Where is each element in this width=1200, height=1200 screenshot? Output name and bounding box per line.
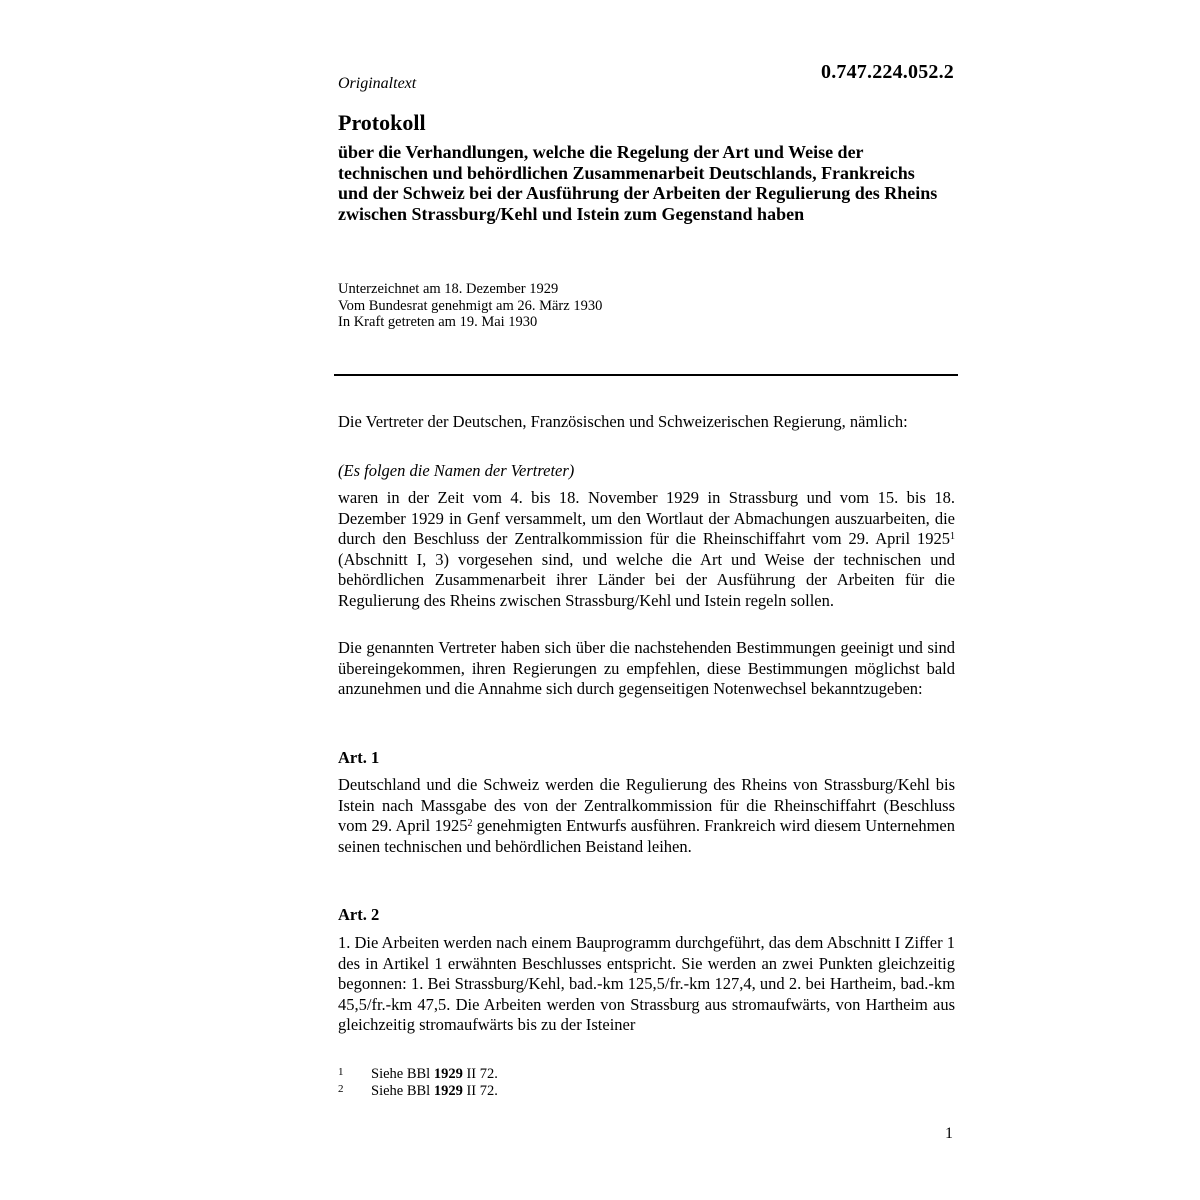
footnote-1-number: 1: [338, 1066, 344, 1078]
article-1-text-b: genehmigten Entwurfs ausführen. Frankreich wird diesem Unternehmen seinen technischen und behördlichen Beistand leihen.: [338, 816, 955, 856]
footnote-ref-1[interactable]: 1: [950, 531, 955, 542]
document-title: Protokoll: [338, 110, 426, 135]
footnote-1-year: 1929: [433, 1066, 463, 1082]
footnote-ref-2[interactable]: 2: [467, 818, 473, 829]
footnote-1-ref: II 72.: [462, 1066, 498, 1082]
header-divider: [334, 374, 958, 376]
preamble-paragraph-3-text-a: waren in der Zeit vom 4. bis 18. November 1929 in Strassburg und vom 15. bis 18. Dezember 1929 in Genf versammelt, um den Wortlaut der Abmachungen auszuarbeiten, die durch den Beschluss der Zentralkommission für die Rheinschiffahrt vom 29. April 1925: [338, 488, 955, 548]
preamble-representatives-note: (Es folgen die Namen der Vertreter): [338, 461, 575, 480]
footnote-2-year: 1929: [433, 1083, 463, 1099]
article-2-heading: Art. 2: [338, 905, 380, 924]
preamble-paragraph-3-text-b: (Abschnitt I, 3) vorgesehen sind, und welche die Art und Weise der technischen und behördlichen Zusammenarbeit ihrer Länder bei der Ausführung der Arbeiten für die Regulierung des Rheins zwischen Strassburg/Kehl und Istein regeln sollen.: [338, 549, 955, 610]
signed-date: Unterzeichnet am 18. Dezember 1929: [338, 281, 559, 297]
preamble-paragraph-4: Die genannten Vertreter haben sich über die nachstehenden Bestimmungen geeinigt und sind übereingekommen, ihren Regierungen zu empfehlen, diese Bestimmungen möglichst bald anzunehmen und die Annahme sich durch gegenseitigen Notenwechsel bekanntzugeben:: [338, 638, 955, 698]
signature-metadata: [338, 281, 602, 331]
footnote-1-text: Siehe BBl: [371, 1066, 434, 1082]
article-1-text-a: Deutschland und die Schweiz werden die Regulierung des Rheins von Strassburg/Kehl bis Istein nach Massgabe des von der Zentralkommission für die Rheinschiffahrt (Beschluss vom 29. April 1925: [338, 775, 955, 835]
in-force-date: In Kraft getreten am 19. Mai 1930: [338, 314, 538, 330]
article-1-heading: Art. 1: [338, 748, 380, 767]
preamble-paragraph-3: [338, 488, 955, 611]
original-text-label: Originaltext: [338, 75, 417, 92]
footnote-2: [338, 1081, 498, 1100]
sr-number: 0.747.224.052.2: [821, 61, 954, 83]
footnote-2-text: Siehe BBl: [371, 1083, 434, 1099]
page-number: 1: [945, 1125, 953, 1142]
document-subtitle: über die Verhandlungen, welche die Regelung der Art und Weise der technischen und behördlichen Zusammenarbeit Deutschlands, Frankreichs und der Schweiz bei der Ausführung der Arbeiten der Regulierung des Rheins zwischen Strassburg/Kehl und Istein zum Gegenstand haben: [338, 142, 938, 224]
approved-date: Vom Bundesrat genehmigt am 26. März 1930: [338, 297, 603, 314]
article-2-text: 1. Die Arbeiten werden nach einem Bauprogramm durchgeführt, das dem Abschnitt I Ziffer 1 des in Artikel 1 erwähnten Beschlusses entspricht. Sie werden an zwei Punkten gleichzeitig begonnen: 1. Bei Strassburg/Kehl, bad.-km 125,5/fr.-km 127,4, und 2. bei Hartheim, bad.-km 45,5/fr.-km 47,5. Die Arbeiten werden von Strassburg aus stromaufwärts, von Hartheim aus gleichzeitig stromaufwärts bis zu der Isteiner: [338, 933, 955, 1034]
footnote-2-number: 2: [338, 1083, 344, 1095]
preamble-paragraph-1: Die Vertreter der Deutschen, Französischen und Schweizerischen Regierung, nämlich:: [338, 412, 908, 431]
footnote-2-ref: II 72.: [462, 1083, 498, 1099]
article-1-text: [338, 775, 955, 857]
